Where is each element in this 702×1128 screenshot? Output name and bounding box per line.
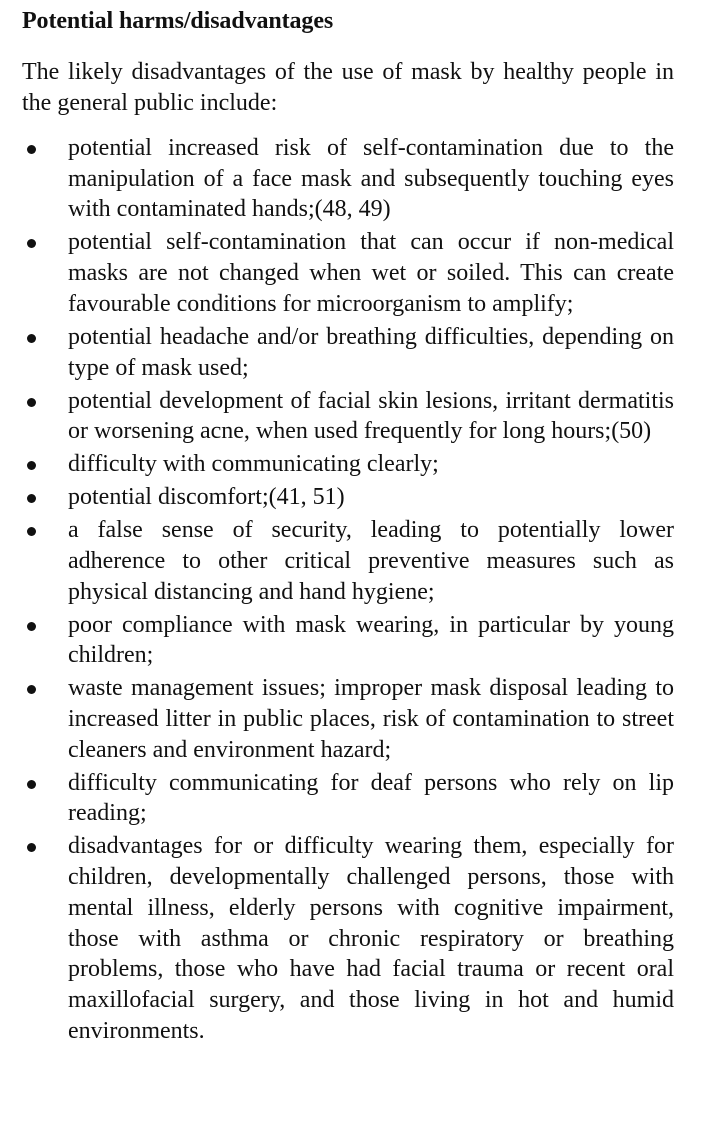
- list-item: [22, 515, 674, 607]
- list-item-text: potential increased risk of self-contamination due to the manipulation of a face mask and subsequently touching eyes with contaminated hands;(48, 49): [68, 135, 674, 223]
- list-item: [22, 449, 674, 480]
- bullet-icon: [22, 610, 68, 631]
- list-item-text: potential discomfort;(41, 51): [68, 484, 345, 511]
- bullet-icon: [22, 482, 68, 503]
- list-item-text: potential development of facial skin lesions, irritant dermatitis or worsening acne, when used frequently for long hours;(50): [68, 387, 674, 445]
- list-item-text: difficulty with communicating clearly;: [68, 451, 439, 478]
- list-item-text: potential self-contamination that can occur if non-medical masks are not changed when wet or soiled. This can create favourable conditions for microorganism to amplify;: [68, 229, 674, 317]
- list-item: [22, 322, 674, 383]
- list-item: [22, 386, 674, 447]
- disadvantages-list: [22, 133, 674, 1046]
- list-item: [22, 831, 674, 1046]
- list-item-text: waste management issues; improper mask disposal leading to increased litter in public places, risk of contamination to street cleaners and environment hazard;: [68, 675, 674, 763]
- list-item: [22, 673, 674, 765]
- bullet-icon: [22, 322, 68, 343]
- section-heading: Potential harms/disadvantages: [22, 8, 334, 34]
- list-item: [22, 610, 674, 671]
- bullet-icon: [22, 831, 68, 852]
- bullet-icon: [22, 133, 68, 154]
- bullet-icon: [22, 227, 68, 248]
- document-page: [22, 6, 674, 1049]
- list-item: [22, 768, 674, 829]
- list-item: [22, 227, 674, 319]
- bullet-icon: [22, 449, 68, 470]
- list-item-text: disadvantages for or difficulty wearing them, especially for children, developmentally challenged persons, those with mental illness, elderly persons with cognitive impairment, those with asthma or chronic respiratory or breathing problems, those who have had facial trauma or recent oral maxillofacial surgery, and those living in hot and humid environments.: [68, 833, 674, 1044]
- list-item-text: potential headache and/or breathing difficulties, depending on type of mask used;: [68, 323, 674, 381]
- bullet-icon: [22, 673, 68, 694]
- list-item-text: poor compliance with mask wearing, in particular by young children;: [68, 611, 674, 669]
- bullet-icon: [22, 515, 68, 536]
- list-item-text: difficulty communicating for deaf persons who rely on lip reading;: [68, 769, 674, 827]
- intro-paragraph: The likely disadvantages of the use of mask by healthy people in the general public include:: [22, 59, 674, 116]
- list-item: [22, 482, 674, 513]
- bullet-icon: [22, 386, 68, 407]
- list-item: [22, 133, 674, 225]
- bullet-icon: [22, 768, 68, 789]
- list-item-text: a false sense of security, leading to potentially lower adherence to other critical preventive measures such as physical distancing and hand hygiene;: [68, 517, 674, 605]
